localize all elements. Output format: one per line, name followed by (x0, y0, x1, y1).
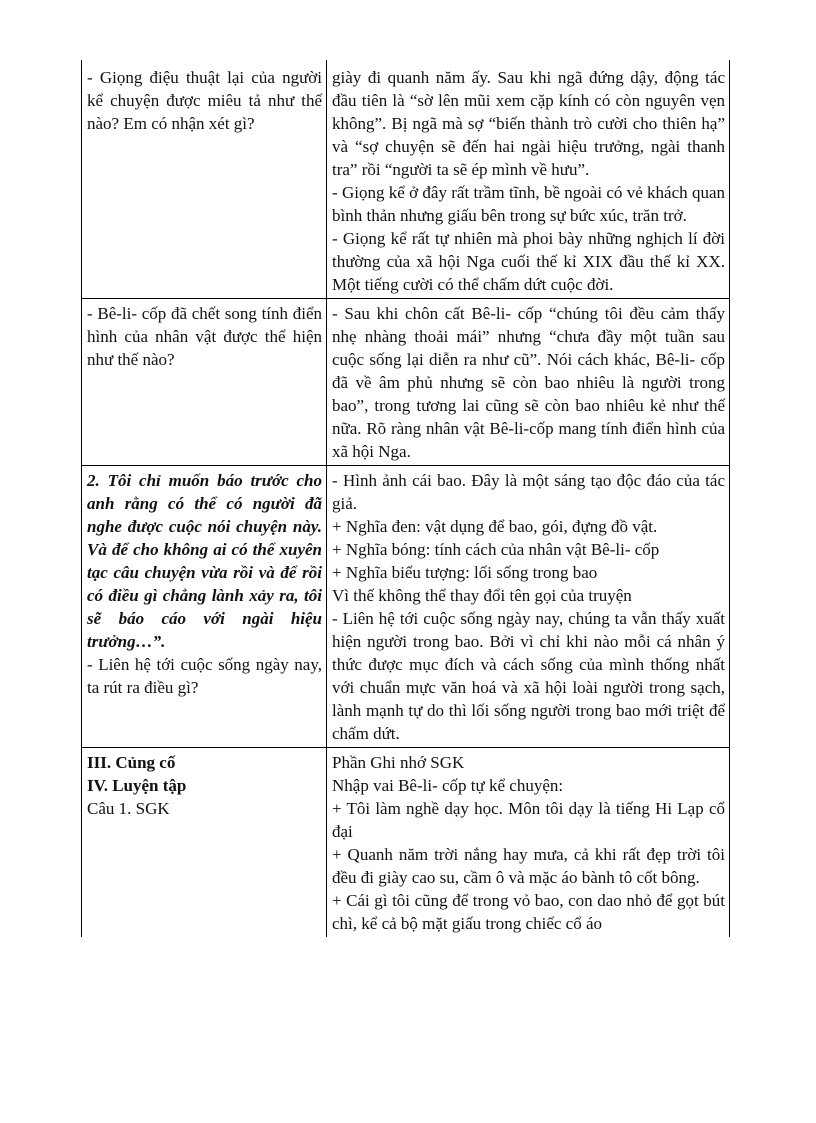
answer-cell (327, 60, 730, 299)
section-heading: III. Củng cố (87, 753, 176, 772)
question-text: - Bê-li- cốp đã chết song tính điển hình của nhân vật được thể hiện như thế nào? (87, 304, 322, 369)
table-row (82, 748, 730, 938)
answer-cell (327, 748, 730, 938)
answer-paragraph: - Giọng kể rất tự nhiên mà phoi bày những nghịch lí đời thường của xã hội Nga cuối thế kỉ XIX đầu thế kỉ XX. Một tiếng cười có thể chấm dứt cuộc đời. (332, 229, 725, 294)
question-cell (82, 60, 327, 299)
quoted-passage: 2. Tôi chỉ muốn báo trước cho anh rằng có thể có người đã nghe được cuộc nói chuyện này. Và để cho không ai có thể xuyên tạc câu chuyện vừa rồi và để rồi có điều gì chẳng lành xảy ra, tôi sẽ báo cáo với ngài hiệu trưởng…”. (87, 471, 322, 651)
answer-paragraph: Vì thế không thể thay đổi tên gọi của truyện (332, 586, 632, 605)
question-text: - Liên hệ tới cuộc sống ngày nay, ta rút ra điều gì? (87, 655, 322, 697)
answer-paragraph: - Sau khi chôn cất Bê-li- cốp “chúng tôi đều cảm thấy nhẹ nhàng thoải mái” nhưng “chưa đầy một tuần sau cuộc sống lại diễn ra như cũ”. Nói cách khác, Bê-li- cốp đã về âm phủ nhưng sẽ còn bao nhiêu là người trong bao”, trong tương lai cũng sẽ còn bao nhiêu kẻ như thế nữa. Rõ ràng nhân vật Bê-li-cốp mang tính điển hình của xã hội Nga. (332, 304, 725, 461)
section-heading: IV. Luyện tập (87, 776, 187, 795)
answer-paragraph: + Nghĩa đen: vật dụng để bao, gói, đựng đồ vật. (332, 517, 658, 536)
question-cell (82, 466, 327, 748)
answer-cell (327, 466, 730, 748)
answer-paragraph: - Hình ảnh cái bao. Đây là một sáng tạo độc đáo của tác giả. (332, 471, 725, 513)
answer-paragraph: - Giọng kể ở đây rất trầm tĩnh, bề ngoài có vẻ khách quan bình thản nhưng giấu bên trong sự bức xúc, trăn trở. (332, 183, 725, 225)
answer-paragraph: Nhập vai Bê-li- cốp tự kể chuyện: (332, 776, 564, 795)
table-row (82, 466, 730, 748)
exercise-label: Câu 1. SGK (87, 799, 170, 818)
answer-paragraph: Phần Ghi nhớ SGK (332, 753, 465, 772)
table-row (82, 60, 730, 299)
answer-paragraph: + Cái gì tôi cũng để trong vỏ bao, con dao nhỏ để gọt bút chì, kể cả bộ mặt giấu trong chiếc cổ áo (332, 891, 725, 933)
question-text: - Giọng điệu thuật lại của người kể chuyện được miêu tả như thế nào? Em có nhận xét gì? (87, 68, 322, 133)
answer-paragraph: giày đi quanh năm ấy. Sau khi ngã đứng dậy, động tác đầu tiên là “sờ lên mũi xem cặp kính có còn nguyên vẹn không”. Bị ngã mà sợ “biến thành trò cười cho thiên hạ” và “sợ chuyện sẽ đến hai ngài hiệu trưởng, ngài thanh tra” rồi “người ta sẽ ép mình về hưu”. (332, 68, 725, 179)
answer-paragraph: + Nghĩa biểu tượng: lối sống trong bao (332, 563, 598, 582)
answer-paragraph: - Liên hệ tới cuộc sống ngày nay, chúng ta vẫn thấy xuất hiện người trong bao. Bởi vì chỉ khi nào mỗi cá nhân ý thức được mục đích và cách sống của mình thống nhất với chuẩn mực văn hoá và xã hội loài người trong sạch, lành mạnh tự do thì lối sống người trong bao mới triệt để chấm dứt. (332, 609, 725, 743)
answer-cell (327, 299, 730, 466)
table-row (82, 299, 730, 466)
question-cell (82, 748, 327, 938)
answer-paragraph: + Quanh năm trời nắng hay mưa, cả khi rất đẹp trời tôi đều đi giày cao su, cầm ô và mặc áo bành tô cốt bông. (332, 845, 725, 887)
question-cell (82, 299, 327, 466)
lesson-table (81, 60, 730, 937)
answer-paragraph: + Nghĩa bóng: tính cách của nhân vật Bê-li- cốp (332, 540, 660, 559)
answer-paragraph: + Tôi làm nghề dạy học. Môn tôi dạy là tiếng Hi Lạp cổ đại (332, 799, 725, 841)
